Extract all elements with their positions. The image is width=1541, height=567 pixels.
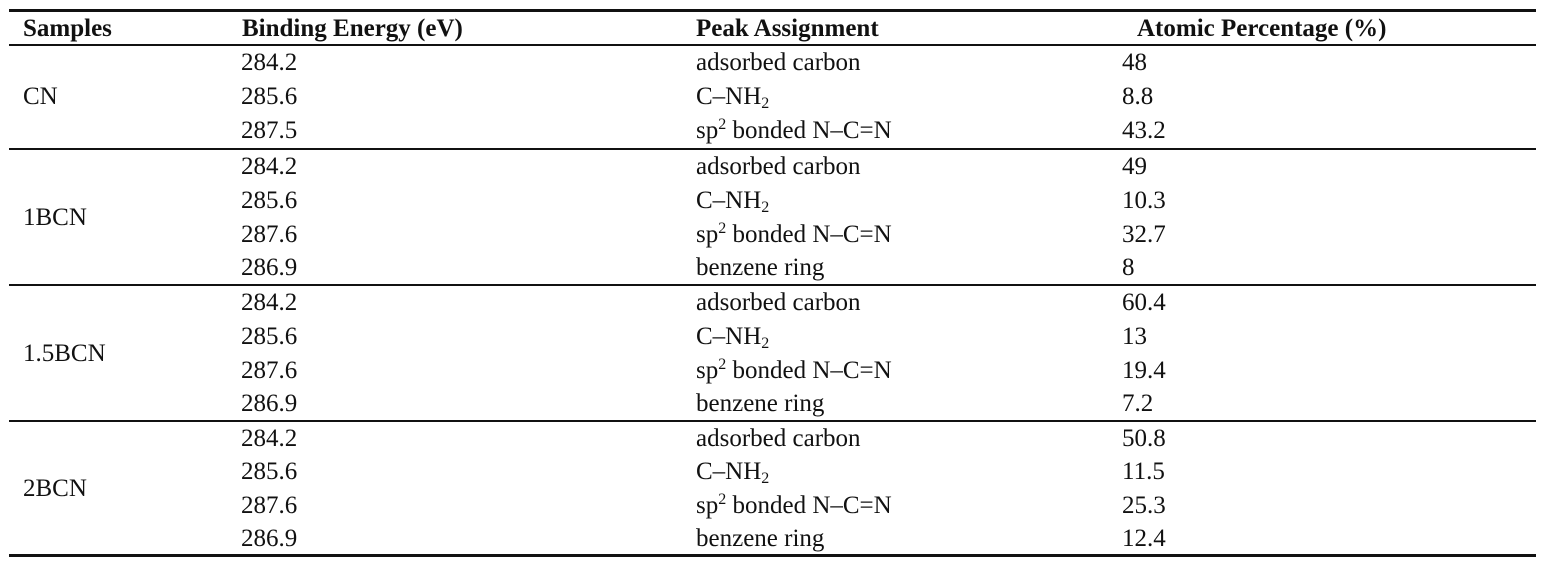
sample-label: 1.5BCN [23,340,106,367]
binding-energy-cell: 287.5 [241,117,298,144]
peak-assignment-cell: $C-NH_2$ [696,83,770,112]
sample-group-2bcn [9,422,1536,554]
binding-energy-cell: 284.2 [241,425,298,452]
table-bottom-rule [9,554,1536,557]
binding-energy-cell: 285.6 [241,323,298,350]
atomic-percentage-cell: 49 [1122,153,1147,180]
table-row [9,218,1536,252]
table-row [9,422,1536,456]
binding-energy-cell: 286.9 [241,390,298,417]
table-row [9,354,1536,388]
sample-label: 2BCN [23,475,87,502]
sample-group-1-5bcn [9,286,1536,421]
header-atomic-percentage: Atomic Percentage (%) [1137,15,1387,42]
peak-assignment-cell: adsorbed carbon [696,425,861,452]
sample-group-1bcn [9,150,1536,285]
peak-assignment-cell: $sp^2$ bonded N–C=N [696,116,892,144]
table-row [9,184,1536,218]
binding-energy-cell: 284.2 [241,49,298,76]
atomic-percentage-cell: 32.7 [1122,221,1166,248]
peak-assignment-cell: adsorbed carbon [696,49,861,76]
atomic-percentage-cell: 10.3 [1122,187,1166,214]
sample-group-cn [9,46,1536,149]
table-row [9,251,1536,285]
atomic-percentage-cell: 7.2 [1122,390,1154,417]
peak-assignment-cell: $C-NH_2$ [696,458,770,487]
atomic-percentage-cell: 25.3 [1122,492,1166,519]
binding-energy-cell: 286.9 [241,525,298,552]
table-row [9,150,1536,184]
table-row [9,522,1536,556]
table-header [9,12,1536,44]
atomic-percentage-cell: 13 [1122,323,1147,350]
binding-energy-cell: 287.6 [241,357,298,384]
peak-assignment-cell: benzene ring [696,525,825,552]
binding-energy-cell: 284.2 [241,289,298,316]
peak-assignment-cell: benzene ring [696,390,825,417]
peak-assignment-cell: benzene ring [696,254,825,281]
header-binding-energy: Binding Energy (eV) [242,15,463,42]
sample-label: CN [23,83,58,110]
table-row [9,489,1536,523]
table-row [9,286,1536,320]
header-samples: Samples [23,15,112,42]
binding-energy-cell: 287.6 [241,221,298,248]
table-row [9,114,1536,148]
table-row [9,387,1536,421]
header-peak-assignment: Peak Assignment [696,15,879,42]
binding-energy-cell: 285.6 [241,458,298,485]
table-row [9,320,1536,354]
atomic-percentage-cell: 60.4 [1122,289,1166,316]
binding-energy-cell: 286.9 [241,254,298,281]
atomic-percentage-cell: 8.8 [1122,83,1154,110]
peak-assignment-cell: $C-NH_2$ [696,323,770,352]
binding-energy-cell: 287.6 [241,492,298,519]
peak-assignment-cell: adsorbed carbon [696,289,861,316]
sample-label: 1BCN [23,204,87,231]
atomic-percentage-cell: 43.2 [1122,117,1166,144]
atomic-percentage-cell: 12.4 [1122,525,1166,552]
table-row [9,455,1536,489]
peak-assignment-cell: $sp^2$ bonded N–C=N [696,491,892,519]
peak-assignment-cell: $sp^2$ bonded N–C=N [696,356,892,384]
table-row [9,80,1536,114]
atomic-percentage-cell: 48 [1122,49,1147,76]
binding-energy-cell: 284.2 [241,153,298,180]
atomic-percentage-cell: 8 [1122,254,1135,281]
peak-assignment-cell: $sp^2$ bonded N–C=N [696,220,892,248]
peak-assignment-cell: $C-NH_2$ [696,187,770,216]
table-row [9,46,1536,80]
atomic-percentage-cell: 11.5 [1122,458,1165,485]
binding-energy-cell: 285.6 [241,83,298,110]
atomic-percentage-cell: 19.4 [1122,357,1166,384]
binding-energy-cell: 285.6 [241,187,298,214]
peak-assignment-cell: adsorbed carbon [696,153,861,180]
atomic-percentage-cell: 50.8 [1122,425,1166,452]
